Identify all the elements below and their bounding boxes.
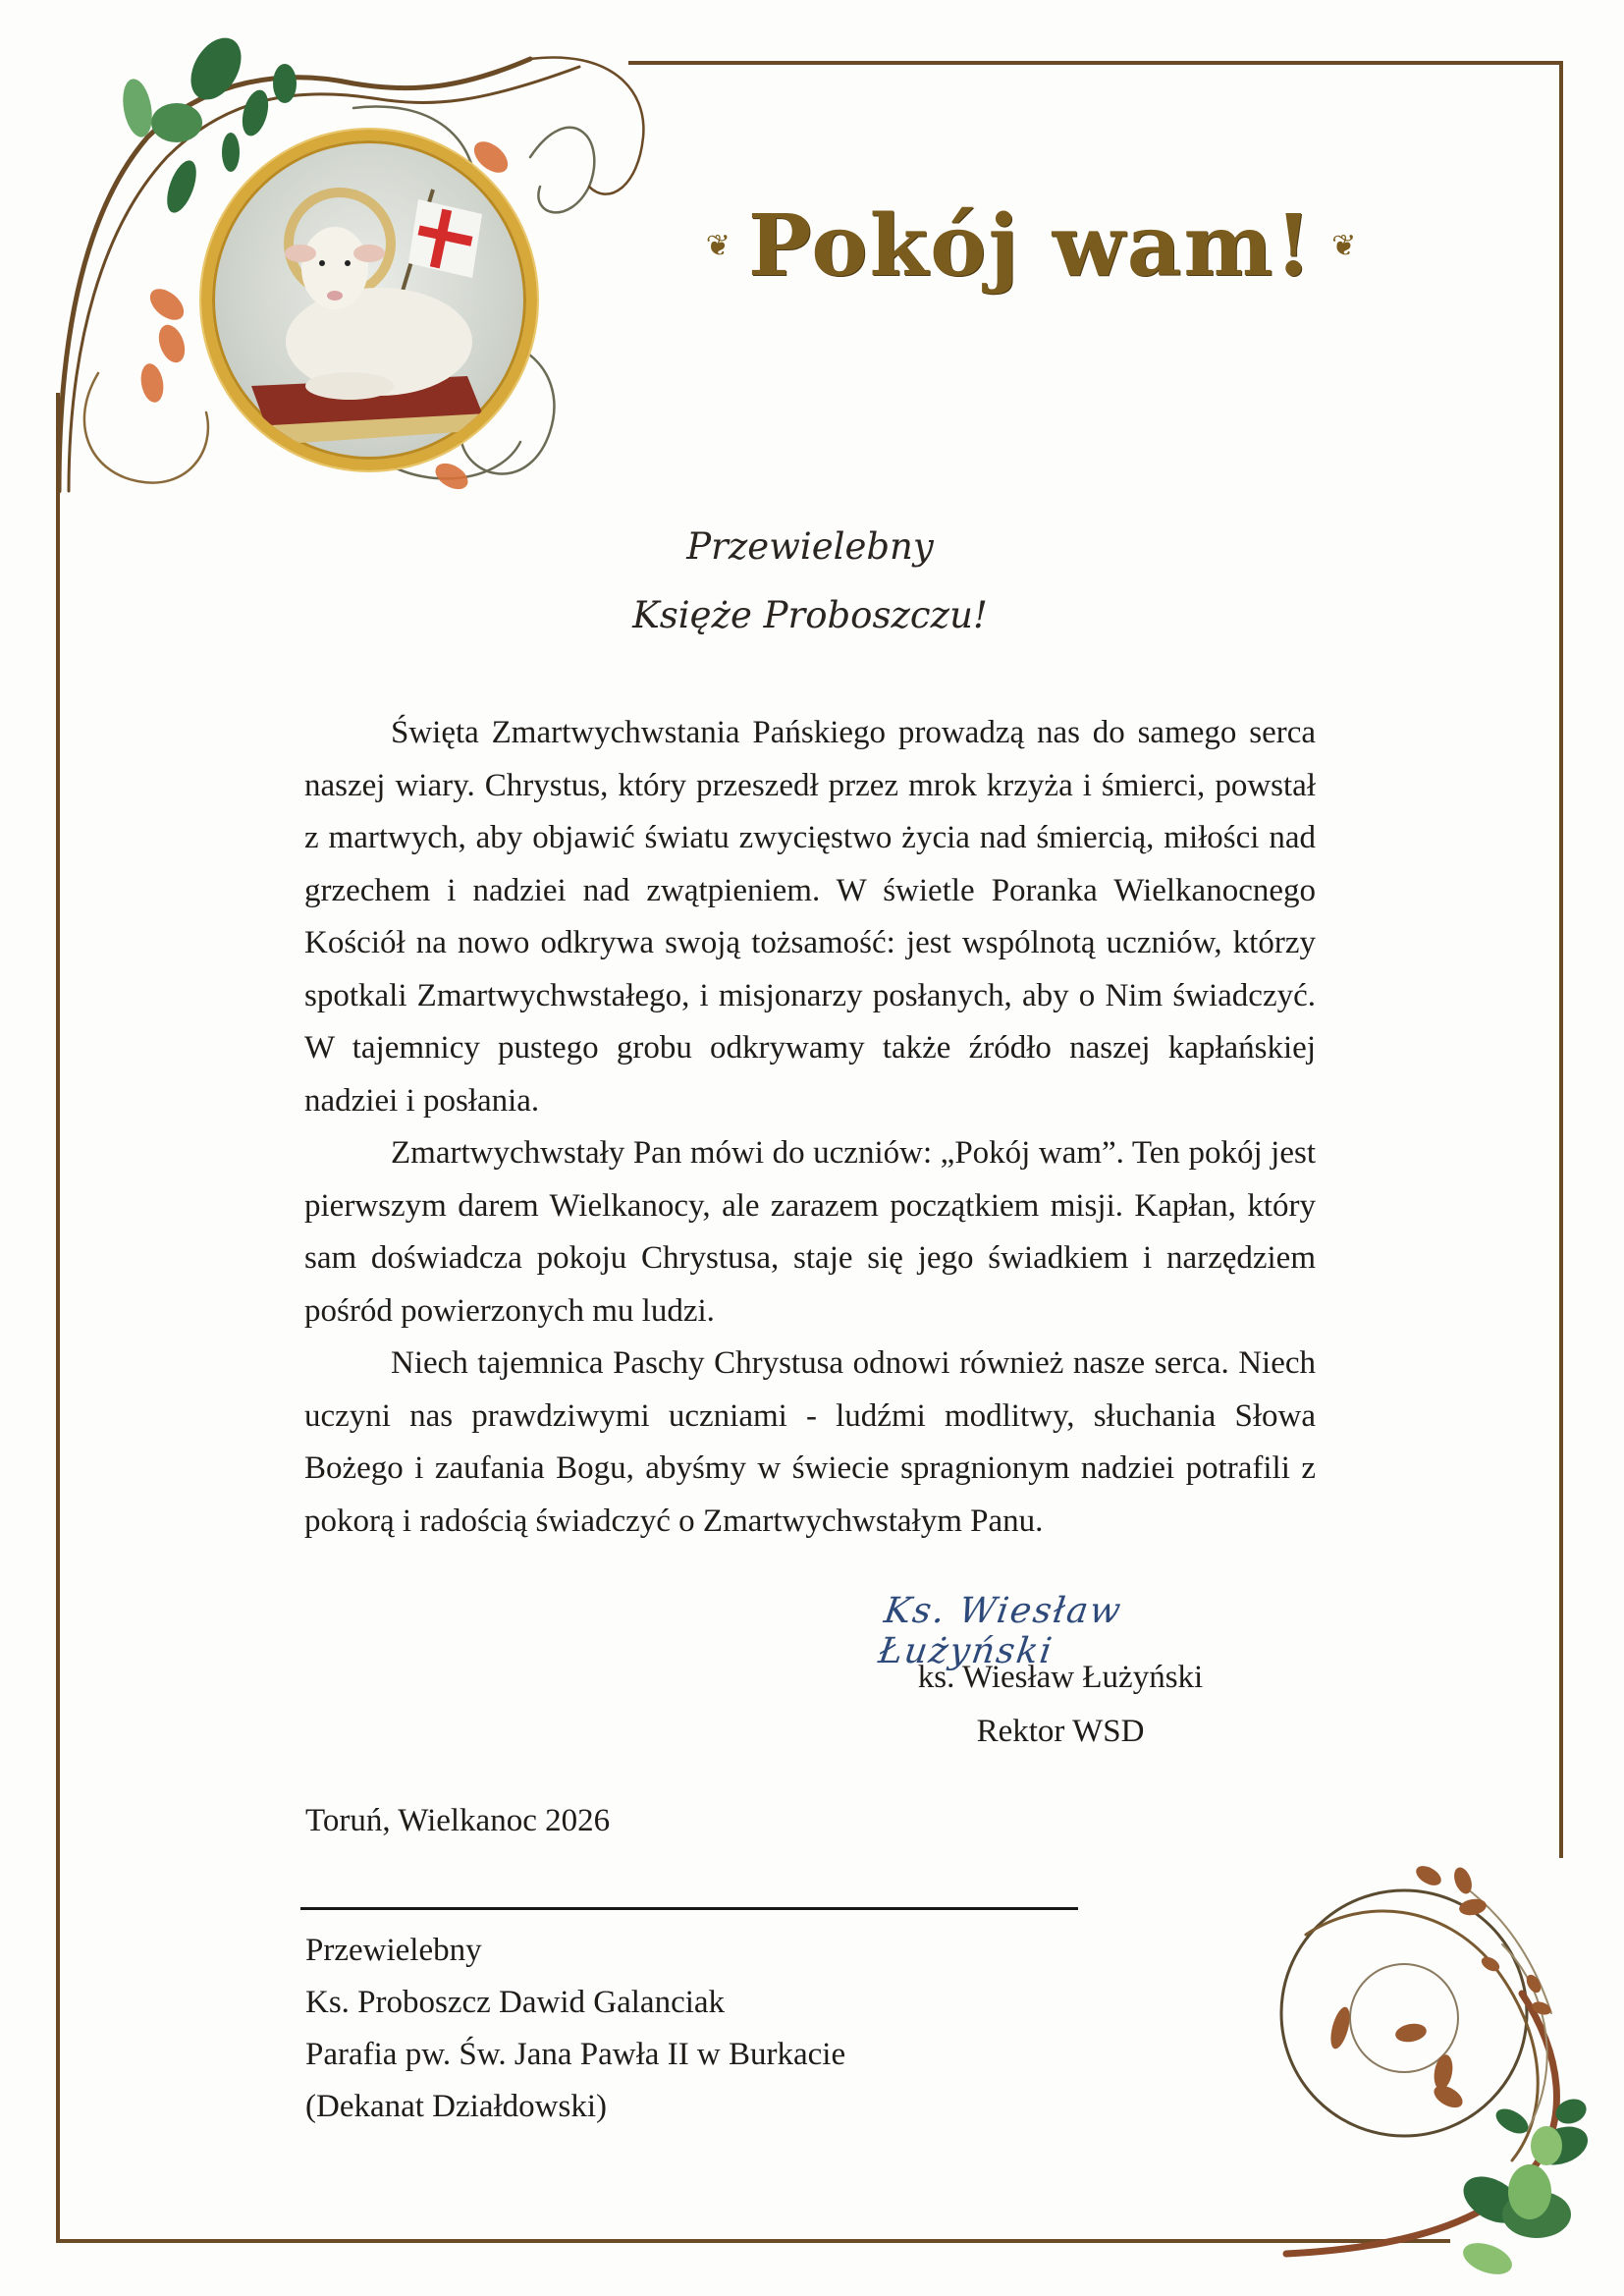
fleuron-ornament-icon: ❦ [1331, 228, 1357, 263]
greeting-title [687, 182, 1375, 309]
frame-border-top [628, 61, 1563, 65]
addressee-line: Ks. Proboszcz Dawid Galanciak [305, 1985, 726, 2020]
place-and-date: Toruń, Wielkanoc 2026 [305, 1803, 611, 1838]
letter-body [304, 707, 1316, 1548]
lamb-icon [212, 140, 526, 460]
signer-title: Rektor WSD [976, 1714, 1145, 1749]
body-paragraph: Zmartwychwstały Pan mówi do uczniów: „Pokój wam”. Ten pokój jest pierwszym darem Wielkanocy, ale zarazem początkiem misji. Kapłan, który sam doświadcza pokoju Chrystusa, staje się jego świadkiem i narzędziem pośród powierzonych mu ludzi. [304, 1135, 1316, 1329]
body-paragraph: Niech tajemnica Paschy Chrystusa odnowi również nasze serca. Niech uczyni nas prawdziwymi uczniami - ludźmi modlitwy, słuchania Słowa Bożego i zaufania Bogu, abyśmy w świecie spragnionym nadziei potrafili z pokorą i radością świadczyć o Zmartwychwstałym Panu. [304, 1345, 1316, 1539]
body-paragraph: Święta Zmartwychwstania Pańskiego prowadzą nas do samego serca naszej wiary. Chrystus, który przeszedł przez mrok krzyża i śmierci, powstał z martwych, aby objawić światu zwycięstwo życia nad śmiercią, miłości nad grzechem i nadziei nad zwątpieniem. W świetle Poranka Wielkanocnego Kościół na nowo odkrywa swoją tożsamość: jest wspólnotą uczniów, którzy spotkali Zmartwychwstałego, i misjonarzy posłanych, aby o Nim świadczyć. W tajemnicy pustego grobu odkrywamy także źródło naszej kapłańskiej nadziei i posłania. [304, 715, 1316, 1119]
addressee-block [305, 1925, 845, 2133]
handwritten-signature: Ks. Wiesław Łużyński [876, 1591, 1125, 1671]
frame-border-right [1559, 61, 1563, 1858]
addressee-line: (Dekanat Działdowski) [305, 2089, 607, 2124]
signer-name: ks. Wiesław Łużyński [917, 1660, 1204, 1695]
salutation-line-2: Księże Proboszczu! [632, 594, 988, 636]
frame-border-left [56, 393, 60, 2243]
frame-border-bottom [56, 2239, 1450, 2243]
separator-line [300, 1907, 1078, 1910]
lamb-of-god-medallion [201, 130, 537, 470]
floral-corner-ornament-bottom-right [1267, 1836, 1610, 2278]
addressee-line: Parafia pw. Św. Jana Pawła II w Burkacie [305, 2037, 846, 2072]
fleuron-ornament-icon: ❦ [705, 228, 731, 263]
title-text: Pokój wam! [747, 195, 1315, 296]
salutation-line-1: Przewielebny [686, 525, 934, 568]
addressee-line: Przewielebny [305, 1933, 482, 1968]
